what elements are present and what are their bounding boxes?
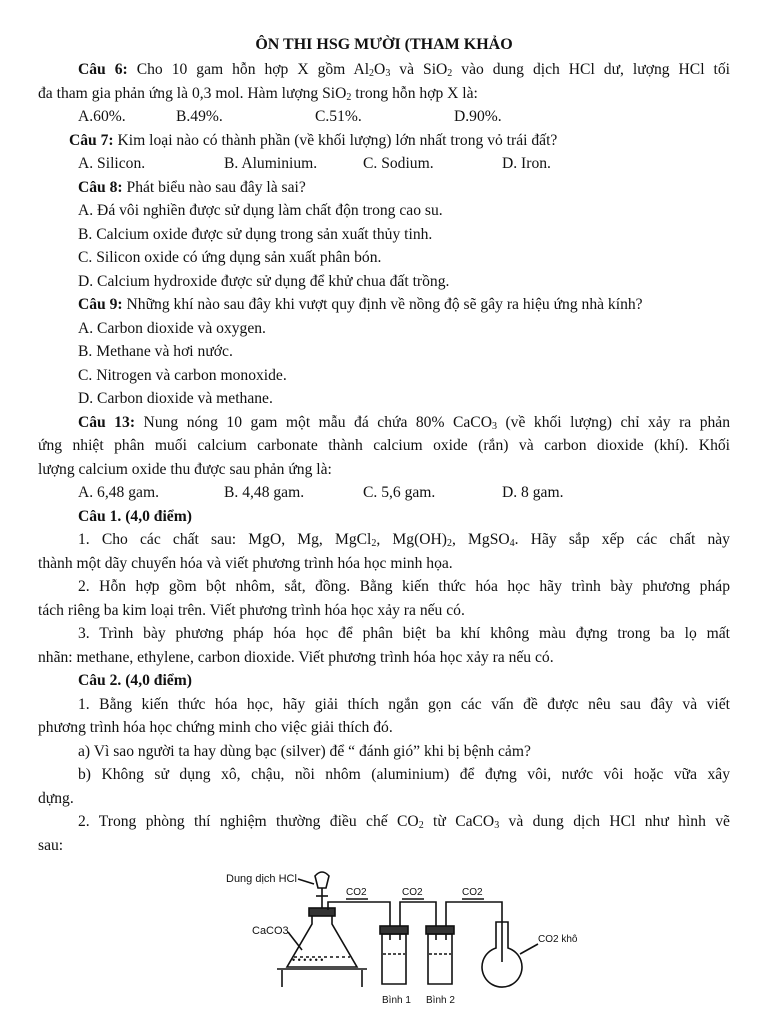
- q8-option-d: D. Calcium hydroxide được sử dụng để khử chua đất trồng.: [78, 272, 450, 290]
- c2-p2-line-2: sau:: [38, 836, 64, 854]
- label-caco3: CaCO3: [252, 925, 289, 937]
- separatory-funnel: [315, 872, 329, 888]
- q6-option-a: A.60%.: [78, 108, 126, 125]
- q6-option-b: B.49%.: [176, 108, 223, 125]
- q6-line-1: Câu 6: Cho 10 gam hỗn hợp X gồm $Al_2O_3$ và SiO$_2$ vào dung dịch HCl dư, lượng HCl tối: [78, 61, 730, 79]
- c1-p2-line-2: tách riêng ba kim loại trên. Viết phương trình hóa học xảy ra nếu có.: [38, 601, 465, 619]
- co2-dry-pointer-line: [520, 944, 538, 954]
- c1-p1-line-2: thành một dãy chuyển hóa và viết phương trình hóa học minh họa.: [38, 554, 453, 572]
- q6-line-2: đa tham gia phản ứng là 0,3 mol. Hàm lượng SiO$_2$ trong hỗn hợp X là:: [38, 84, 478, 103]
- caco3-pointer-line: [288, 932, 302, 950]
- c2-p1-line-1: 1. Bằng kiến thức hóa học, hãy giải thích ngắn gọn các vấn đề được nêu sau đây và viết: [78, 695, 730, 713]
- q8-option-a: A. Đá vôi nghiền được sử dụng làm chất độn trong cao su.: [78, 202, 443, 219]
- q13-option-a: A. 6,48 gam.: [78, 484, 159, 501]
- c2-item-b-line-1: b) Không sử dụng xô, chậu, nồi nhôm (aluminium) để đựng vôi, nước vôi hoặc vữa xây: [78, 766, 730, 783]
- q9-option-b: B. Methane và hơi nước.: [78, 343, 233, 360]
- q9-question: Câu 9: Những khí nào sau đây khi vượt quy định về nồng độ sẽ gây ra hiệu ứng nhà kính?: [78, 296, 643, 313]
- c2-item-a: a) Vì sao người ta hay dùng bạc (silver) để “ đánh gió” khi bị bệnh cảm?: [78, 742, 531, 760]
- q13-option-d: D. 8 gam.: [502, 484, 564, 501]
- q6-label: Câu 6:: [78, 61, 128, 78]
- c2-heading: Câu 2. (4,0 điểm): [78, 672, 192, 689]
- q9-option-a: A. Carbon dioxide và oxygen.: [78, 319, 266, 337]
- q8-option-c: C. Silicon oxide có ứng dụng sản xuất phân bón.: [78, 249, 382, 266]
- document-page: [38, 34, 730, 857]
- bottle-1: [382, 934, 406, 984]
- caco3-solids-icon: • • • • • •: [292, 955, 324, 965]
- q7-option-b: B. Aluminium.: [224, 155, 318, 172]
- label-co2-1: CO2: [346, 887, 367, 898]
- q7-option-d: D. Iron.: [502, 155, 551, 172]
- q13-line-3: lượng calcium oxide thu được sau phản ứng là:: [38, 460, 332, 478]
- label-co2-dry: CO2 khô: [538, 934, 578, 945]
- q9-option-c: C. Nitrogen và carbon monoxide.: [78, 366, 287, 384]
- q6-options: [38, 105, 730, 129]
- q6-option-c: C.51%.: [315, 108, 362, 125]
- q8-question: Câu 8: Phát biểu nào sau đây là sai?: [78, 178, 306, 196]
- label-bottle-1: Bình 1: [382, 995, 411, 1006]
- c1-p2-line-1: 2. Hỗn hợp gồm bột nhôm, sắt, đồng. Bằng kiến thức hóa học hãy trình bày phương pháp: [78, 578, 730, 595]
- q7-option-c: C. Sodium.: [363, 155, 434, 172]
- c1-p3-line-1: 3. Trình bày phương pháp hóa học để phân biệt ba khí không màu đựng trong ba lọ mất: [78, 625, 730, 642]
- q7-options: [38, 152, 730, 176]
- page-title: ÔN THI HSG MƯỜI (THAM KHẢO: [255, 36, 513, 53]
- c2-item-b-line-2: dựng.: [38, 789, 74, 807]
- c2-p2-line-1: 2. Trong phòng thí nghiệm thường điều chế $CO_2$ từ CaCO$_3$ và dung dịch HCl như hình vẽ: [78, 813, 730, 831]
- bottle-2: [428, 934, 452, 984]
- q7-label: Câu 7:: [69, 131, 114, 149]
- flask-stopper: [309, 908, 335, 916]
- q9-label: Câu 9:: [78, 296, 123, 313]
- c1-heading: Câu 1. (4,0 điểm): [78, 507, 192, 525]
- q7-option-a: A. Silicon.: [78, 155, 146, 172]
- co2-apparatus-figure: [222, 862, 592, 1022]
- q13-options: [38, 481, 730, 505]
- label-bottle-2: Bình 2: [426, 995, 455, 1006]
- hcl-pointer-line: [298, 879, 314, 884]
- q13-option-b: B. 4,48 gam.: [224, 484, 305, 501]
- q13-label: Câu 13:: [78, 413, 136, 431]
- c2-p1-line-2: phương trình hóa học chứng minh cho việc giải thích đó.: [38, 719, 393, 736]
- q8-option-b: B. Calcium oxide được sử dụng trong sản xuất thủy tinh.: [78, 225, 433, 243]
- q7-question: Câu 7: Kim loại nào có thành phần (về khối lượng) lớn nhất trong vỏ trái đất?: [69, 131, 558, 149]
- b1-stopper: [380, 926, 408, 934]
- q13-line-1: Câu 13: Nung nóng 10 gam một mẫu đá chứa 80% CaCO$_3$ (về khối lượng) chỉ xảy ra phản: [78, 413, 731, 432]
- label-co2-3: CO2: [462, 887, 483, 898]
- q13-option-c: C. 5,6 gam.: [363, 484, 436, 501]
- b2-stopper: [426, 926, 454, 934]
- q8-label: Câu 8:: [78, 178, 123, 196]
- c1-p1-line-1: 1. Cho các chất sau: MgO, Mg, MgCl$_2$, $Mg(OH)_2$, MgSO$_4$. Hãy sắp xếp các chất này: [78, 531, 730, 549]
- c1-p3-line-2: nhãn: methane, ethylene, carbon dioxide. Viết phương trình hóa học xảy ra nếu có.: [38, 648, 554, 666]
- q9-option-d: D. Carbon dioxide và methane.: [78, 390, 273, 407]
- q6-option-d: D.90%.: [454, 108, 502, 125]
- q13-line-2: ứng nhiệt phân muối calcium carbonate thành calcium oxide (rắn) và carbon dioxide (khí). Khối: [38, 437, 730, 454]
- label-co2-2: CO2: [402, 887, 423, 898]
- label-hcl: Dung dịch HCl: [226, 873, 297, 885]
